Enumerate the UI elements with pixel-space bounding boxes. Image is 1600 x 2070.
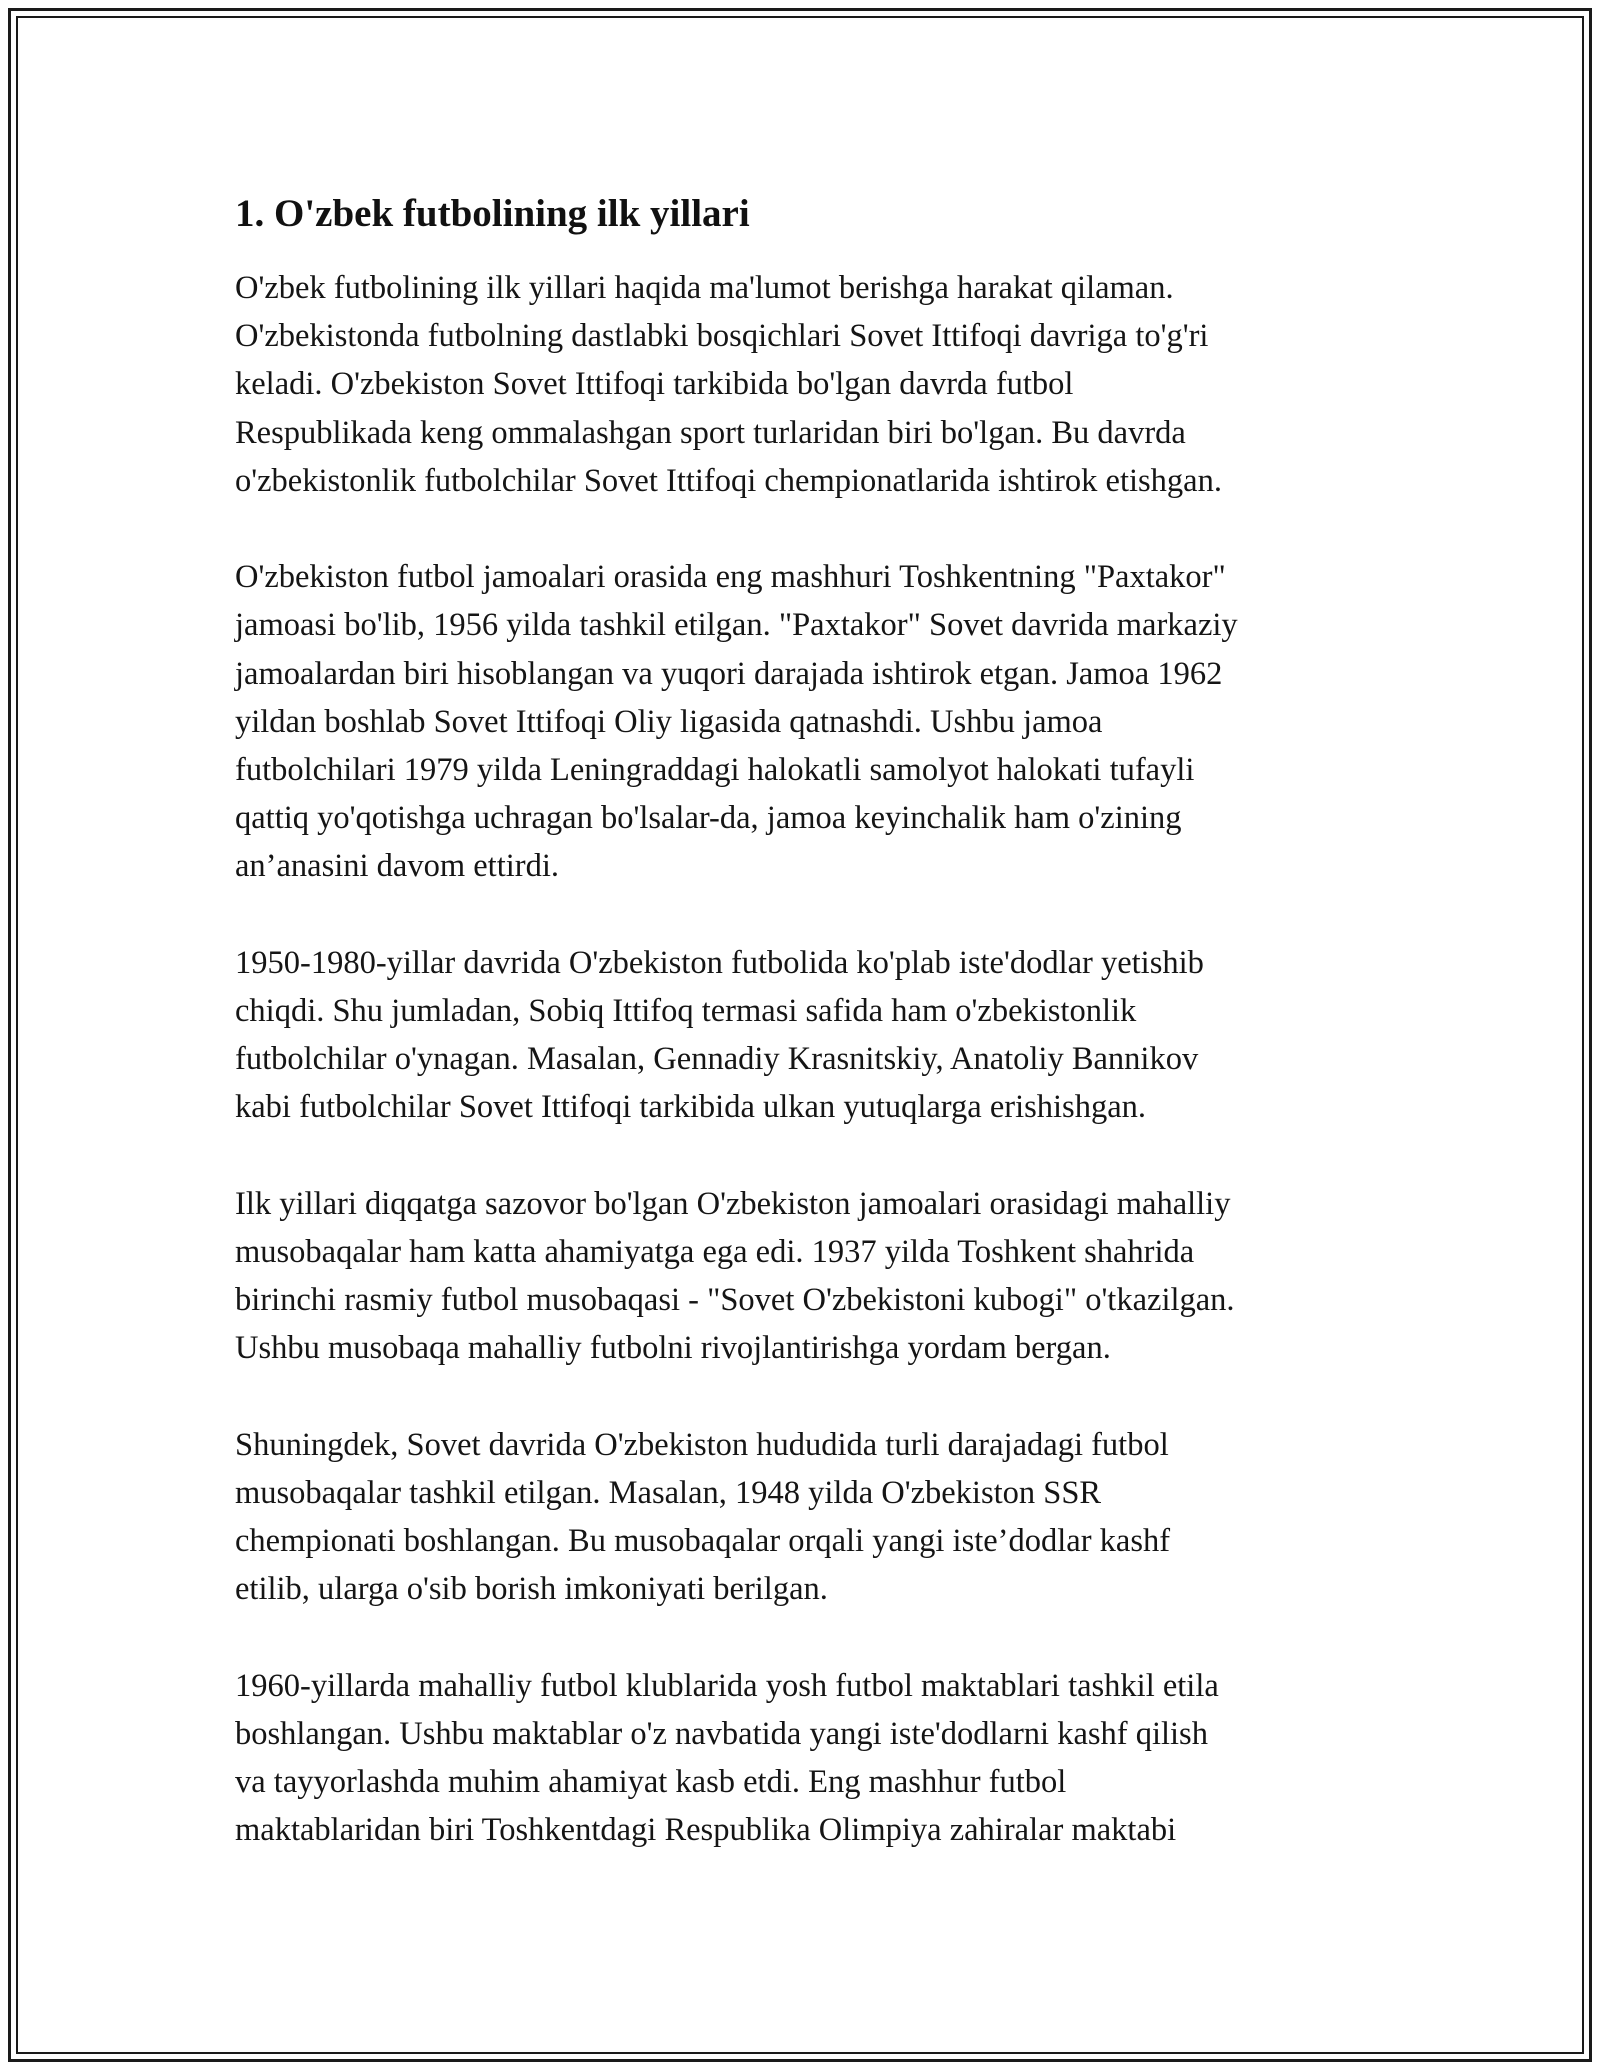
document-body [235,186,1375,1855]
paragraph-4: Ilk yillari diqqatga sazovor bo'lgan O'zbekiston jamoalari orasidagi mahalliy musobaqalar ham katta ahamiyatga ega edi. 1937 yilda Toshkent shahrida birinchi rasmiy futbol musobaqasi - "Sovet O'zbekistoni kubogi" o'tkazilgan. Ushbu musobaqa mahalliy futbolni rivojlantirishga yordam bergan. [235,1185,1235,1367]
paragraph-6: 1960-yillarda mahalliy futbol klublarida yosh futbol maktablari tashkil etila boshlangan. Ushbu maktablar o'z navbatida yangi iste'dodlarni kashf qilish va tayyorlashda muhim ahamiyat kasb etdi. Eng mashhur futbol maktablaridan biri Toshkentdagi Respublika Olimpiya zahiralar maktabi [235,1667,1219,1849]
paragraph-1: O'zbek futbolining ilk yillari haqida ma'lumot berishga harakat qilaman. O'zbekistonda futbolning dastlabki bosqichlari Sovet Ittifoqi davriga to'g'ri keladi. O'zbekiston Sovet Ittifoqi tarkibida bo'lgan davrda futbol Respublikada keng ommalashgan sport turlaridan biri bo'lgan. Bu davrda o'zbekistonlik futbolchilar Sovet Ittifoqi chempionatlarida ishtirok etishgan. [235,270,1222,499]
paragraph-5: Shuningdek, Sovet davrida O'zbekiston hududida turli darajadagi futbol musobaqalar tashkil etilgan. Masalan, 1948 yilda O'zbekiston SSR chempionati boshlangan. Bu musobaqalar orqali yangi iste’dodlar kashf etilib, ularga o'sib borish imkoniyati berilgan. [235,1426,1171,1608]
section-heading: 1. O'zbek futbolining ilk yillari [235,192,750,235]
paragraph-2: O'zbekiston futbol jamoalari orasida eng mashhuri Toshkentning "Paxtakor" jamoasi bo'lib, 1956 yilda tashkil etilgan. "Paxtakor" Sovet davrida markaziy jamoalardan biri hisoblangan va yuqori darajada ishtirok etgan. Jamoa 1962 yildan boshlab Sovet Ittifoqi Oliy ligasida qatnashdi. Ushbu jamoa futbolchilari 1979 yilda Leningraddagi halokatli samolyot halokati tufayli qattiq yo'qotishga uchragan bo'lsalar-da, jamoa keyinchalik ham o'zining an’anasini davom ettirdi. [235,559,1238,885]
paragraph-3: 1950-1980-yillar davrida O'zbekiston futbolida ko'plab iste'dodlar yetishib chiqdi. Shu jumladan, Sobiq Ittifoq termasi safida ham o'zbekistonlik futbolchilar o'ynagan. Masalan, Gennadiy Krasnitskiy, Anatoliy Bannikov kabi futbolchilar Sovet Ittifoqi tarkibida ulkan yutuqlarga erishishgan. [235,944,1204,1126]
